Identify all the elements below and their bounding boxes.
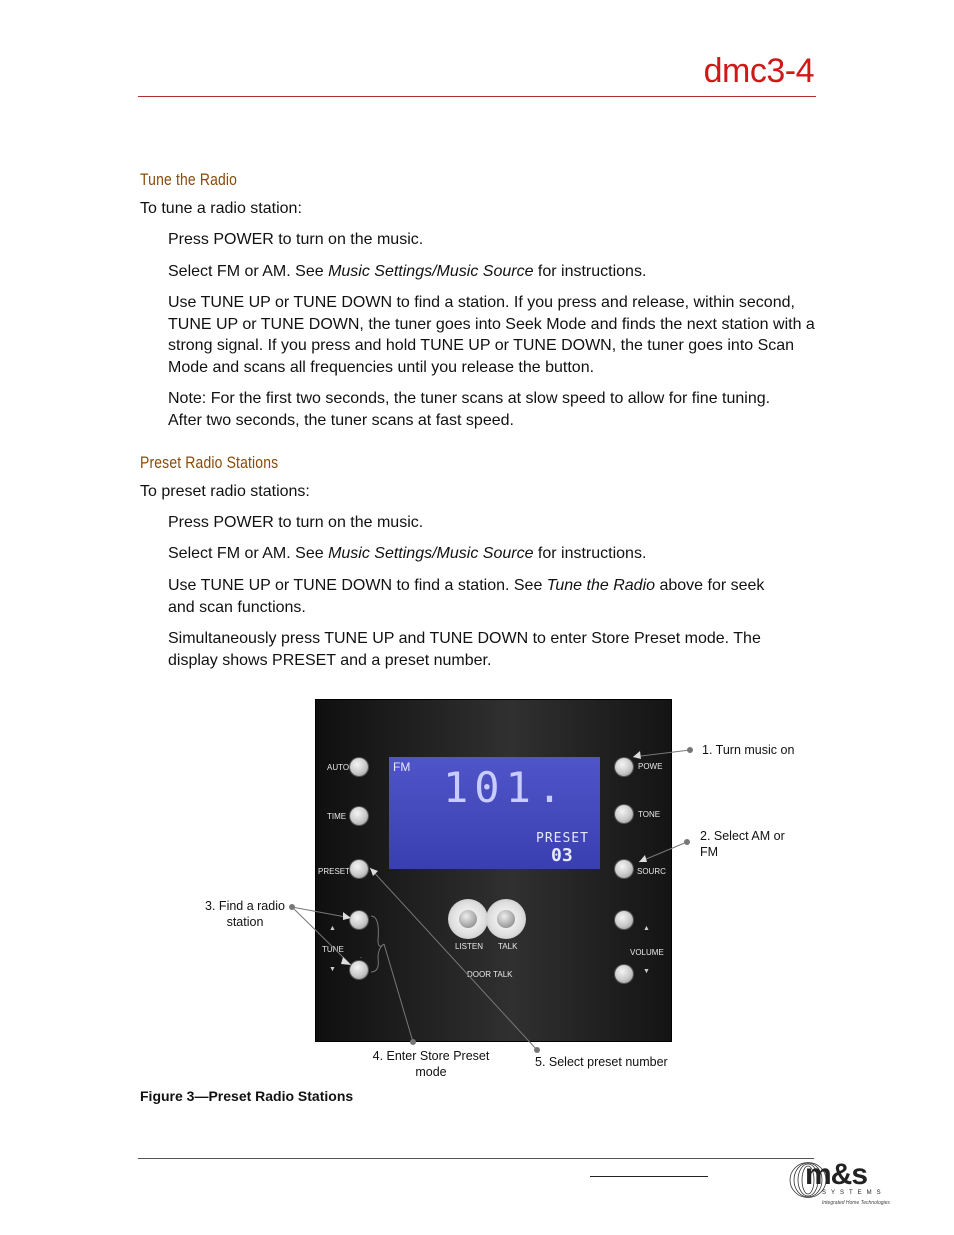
time-label: TIME bbox=[327, 812, 347, 821]
lcd-frequency: 101. bbox=[443, 763, 569, 812]
lcd-preset-number: 03 bbox=[551, 845, 573, 866]
callout-turn-music-on: 1. Turn music on bbox=[702, 743, 795, 757]
footer-rule bbox=[138, 1158, 814, 1159]
section-intro: To tune a radio station: bbox=[140, 200, 302, 217]
logo-text: m&s bbox=[805, 1158, 868, 1191]
door-talk-label: DOOR TALK bbox=[467, 970, 513, 979]
source-label: SOURC bbox=[637, 867, 666, 876]
step-text: Use TUNE UP or TUNE DOWN to find a station. If you press and release, within second, TUNE UP or TUNE DOWN, the tuner goes into Seek Mode and finds the next station with a strong signal. If you press and hold TUNE UP or TUNE DOWN, the tuner goes into Scan Mode and scans all frequencies until you release the button. bbox=[168, 294, 815, 376]
step-text: Use TUNE UP or TUNE DOWN to find a station. See Tune the Radio above for seek and scan functions. bbox=[168, 577, 765, 616]
note-text: Note: For the first two seconds, the tuner scans at slow speed to allow for fine tuning. After two seconds, the tuner scans at fast speed. bbox=[168, 390, 771, 429]
footer-short-rule bbox=[590, 1176, 708, 1177]
logo-subtext: SYSTEMS bbox=[822, 1190, 886, 1196]
lcd-preset-label: PRESET bbox=[536, 831, 589, 846]
callout-find-station: 3. Find a radio station bbox=[205, 899, 285, 929]
figure-caption: Figure 3—Preset Radio Stations bbox=[140, 1088, 354, 1104]
ms-systems-logo bbox=[778, 1160, 898, 1210]
callout-select-am-fm: 2. Select AM or FM bbox=[700, 829, 785, 859]
up-arrow-icon: ▲ bbox=[329, 925, 336, 932]
volume-label: VOLUME bbox=[630, 948, 664, 957]
preset-label: PRESET bbox=[318, 867, 351, 876]
logo-tagline: Integrated Home Technologies bbox=[822, 1200, 890, 1206]
step-text: Press POWER to turn on the music. bbox=[168, 514, 424, 531]
listen-label: LISTEN bbox=[455, 942, 484, 951]
auto-label: AUTO bbox=[327, 763, 350, 772]
callout-select-preset-number: 5. Select preset number bbox=[535, 1055, 668, 1069]
tone-label: TONE bbox=[638, 810, 661, 819]
section-heading-preset-stations: Preset Radio Stations bbox=[140, 453, 279, 472]
down-arrow-icon: ▼ bbox=[643, 968, 650, 975]
step-text: Simultaneously press TUNE UP and TUNE DOWN to enter Store Preset mode. The display shows PRESET and a preset number. bbox=[168, 630, 761, 669]
tune-label: TUNE bbox=[322, 945, 344, 954]
step-text: Press POWER to turn on the music. bbox=[168, 231, 424, 248]
down-arrow-icon: ▼ bbox=[329, 966, 336, 973]
document-title: dmc3-4 bbox=[703, 52, 814, 90]
step-text: Select FM or AM. See Music Settings/Music Source for instructions. bbox=[168, 545, 647, 562]
talk-label: TALK bbox=[498, 942, 518, 951]
section-heading-tune-radio: Tune the Radio bbox=[140, 170, 238, 189]
callout-enter-store-preset: 4. Enter Store Preset mode bbox=[372, 1049, 490, 1079]
step-text: Select FM or AM. See Music Settings/Music Source for instructions. bbox=[168, 263, 647, 280]
section-intro: To preset radio stations: bbox=[140, 483, 310, 500]
up-arrow-icon: ▲ bbox=[643, 925, 650, 932]
power-label: POWE bbox=[638, 762, 663, 771]
lcd-band: FM bbox=[393, 760, 411, 774]
